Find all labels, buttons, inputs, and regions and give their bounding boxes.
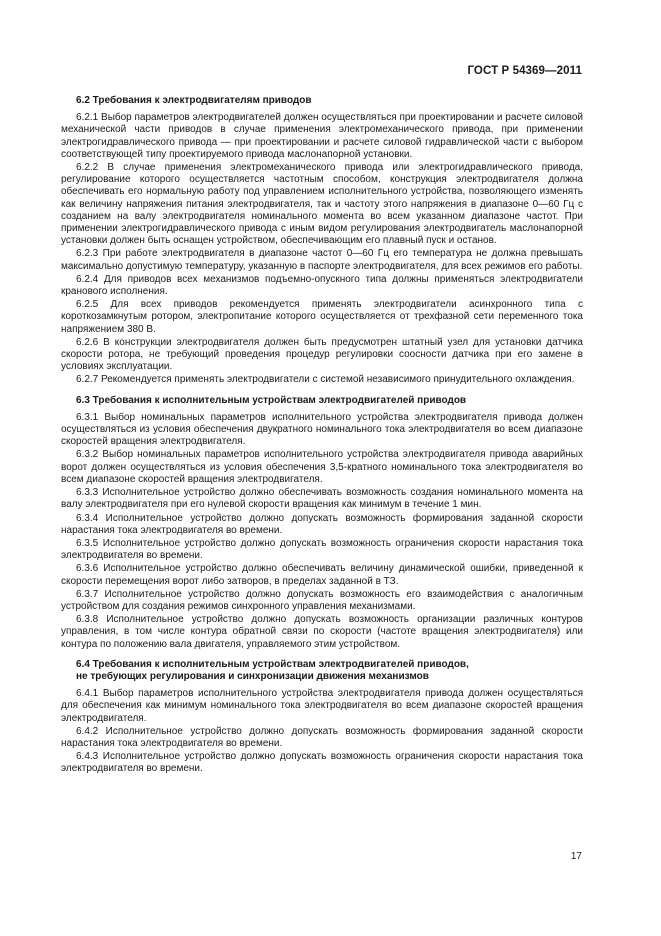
document-code: ГОСТ Р 54369—2011 — [467, 65, 582, 77]
paragraph-6-3-2: 6.3.2 Выбор номинальных параметров исполнительного устройства электродвигателя привода аварийных ворот должен осуществляться из условия обеспечения 3,5-кратного номинального тока электродвигателя во всем диапазоне скоростей вращения электродвигателя. — [61, 449, 583, 485]
section-heading-6-4-line2: не требующих регулирования и синхронизации движения механизмов — [76, 670, 429, 682]
section-heading-6-2: 6.2 Требования к электродвигателям приводов — [76, 95, 312, 106]
paragraph-6-2-4: 6.2.4 Для приводов всех механизмов подъемно-опускного типа должны применяться электродвигатели кранового исполнения. — [61, 273, 583, 298]
paragraph-6-2-7: 6.2.7 Рекомендуется применять электродвигатели с системой независимого принудительного охлаждения. — [76, 374, 575, 386]
paragraph-6-2-6: 6.2.6 В конструкции электродвигателя должен быть предусмотрен штатный узел для установки датчика скорости ротора, не требующий проведения процедур регулировки соосности датчика при его замене в условиях эксплуатации. — [61, 336, 583, 373]
paragraph-6-4-1: 6.4.1 Выбор параметров исполнительного устройства электродвигателя привода должен осуществляться для обеспечения как минимум номинального тока электродвигателя во всем диапазоне скоростей вращения электродвигателя. — [61, 688, 583, 724]
paragraph-6-3-7: 6.3.7 Исполнительное устройство должно допускать возможность его взаимодействия с аналогичным устройством для создания режимов синхронного управления механизмами. — [61, 588, 583, 612]
paragraph-6-2-1: 6.2.1 Выбор параметров электродвигателей должен осуществляться при проектировании и расчете силовой механической части приводов в случае применения электромеханического привода, при применении электрогидравлического привода — при проектировании и расчете силовой гидравлической части с выбором соответствующей типу проектируемого привода маслонапорной установки. — [61, 112, 583, 160]
section-heading-6-3: 6.3 Требования к исполнительным устройствам электродвигателей приводов — [76, 394, 467, 406]
document-body — [61, 95, 583, 777]
section-heading-6-4 — [61, 659, 583, 683]
section-heading-6-4-line1: 6.4 Требования к исполнительным устройствам электродвигателей приводов, — [76, 658, 469, 670]
paragraph-6-4-2: 6.4.2 Исполнительное устройство должно допускать возможность формирования заданной скорости нарастания тока электродвигателя во времени. — [61, 725, 583, 749]
paragraph-6-3-1: 6.3.1 Выбор номинальных параметров исполнительного устройства электродвигателя привода должен осуществляться из условия обеспечения двукратного номинального тока электродвигателя во всем диапазоне скоростей вращения электродвигателя. — [61, 411, 583, 448]
paragraph-6-3-4: 6.3.4 Исполнительное устройство должно допускать возможность формирования заданной скорости нарастания тока электродвигателя во времени. — [61, 512, 583, 536]
paragraph-6-2-5: 6.2.5 Для всех приводов рекомендуется применять электродвигатели асинхронного типа с короткозамкнутым ротором, электропитание которого осуществляется от трехфазной сети переменного тока напряжением 380 В. — [61, 299, 583, 335]
page-number: 17 — [570, 851, 582, 862]
paragraph-6-3-6: 6.3.6 Исполнительное устройство должно обеспечивать величину динамической ошибки, приведенной к скорости перемещения ворот либо затворов, в пределах заданной в ТЗ. — [61, 563, 583, 587]
paragraph-6-2-3: 6.2.3 При работе электродвигателя в диапазоне частот 0—60 Гц его температура не должна превышать максимально допустимую температуру, указанную в паспорте электродвигателя, для всех режимов его работы. — [61, 248, 583, 272]
paragraph-6-3-3: 6.3.3 Исполнительное устройство должно обеспечивать возможность создания номинального момента на валу электродвигателя при его нулевой скорости вращения как минимум в течение 1 мин. — [61, 487, 583, 511]
paragraph-6-3-8: 6.3.8 Исполнительное устройство должно допускать возможность организации различных контуров управления, в том числе контура обратной связи по скорости (частоте вращения электродвигателя) или контура по положению вала двигателя, управляемого этим устройством. — [61, 614, 583, 650]
paragraph-6-4-3: 6.4.3 Исполнительное устройство должно допускать возможность ограничения скорости нарастания тока электродвигателя во времени. — [61, 751, 583, 775]
paragraph-6-3-5: 6.3.5 Исполнительное устройство должно допускать возможность ограничения скорости нарастания тока электродвигателя во времени. — [61, 537, 583, 562]
paragraph-6-2-2: 6.2.2 В случае применения электромеханического привода или электрогидравлического привода, регулирование которого осуществляется частотным способом, конструкция электродвигателя должна обеспечивать его нормальную работу под управлением исполнительного устройства, позволяющего изменять как величину напряжения питания электродвигателя, так и частоту этого напряжения в диапазоне 0—60 Гц с созданием на валу электродвигателя номинального момента во всем указанном диапазоне частот. При применении электрогидравлического привода с иным видом регулирования электродвигатель маслонапорной установки должен быть оснащен устройством, обеспечивающим его плавный пуск и останов. — [61, 162, 583, 247]
